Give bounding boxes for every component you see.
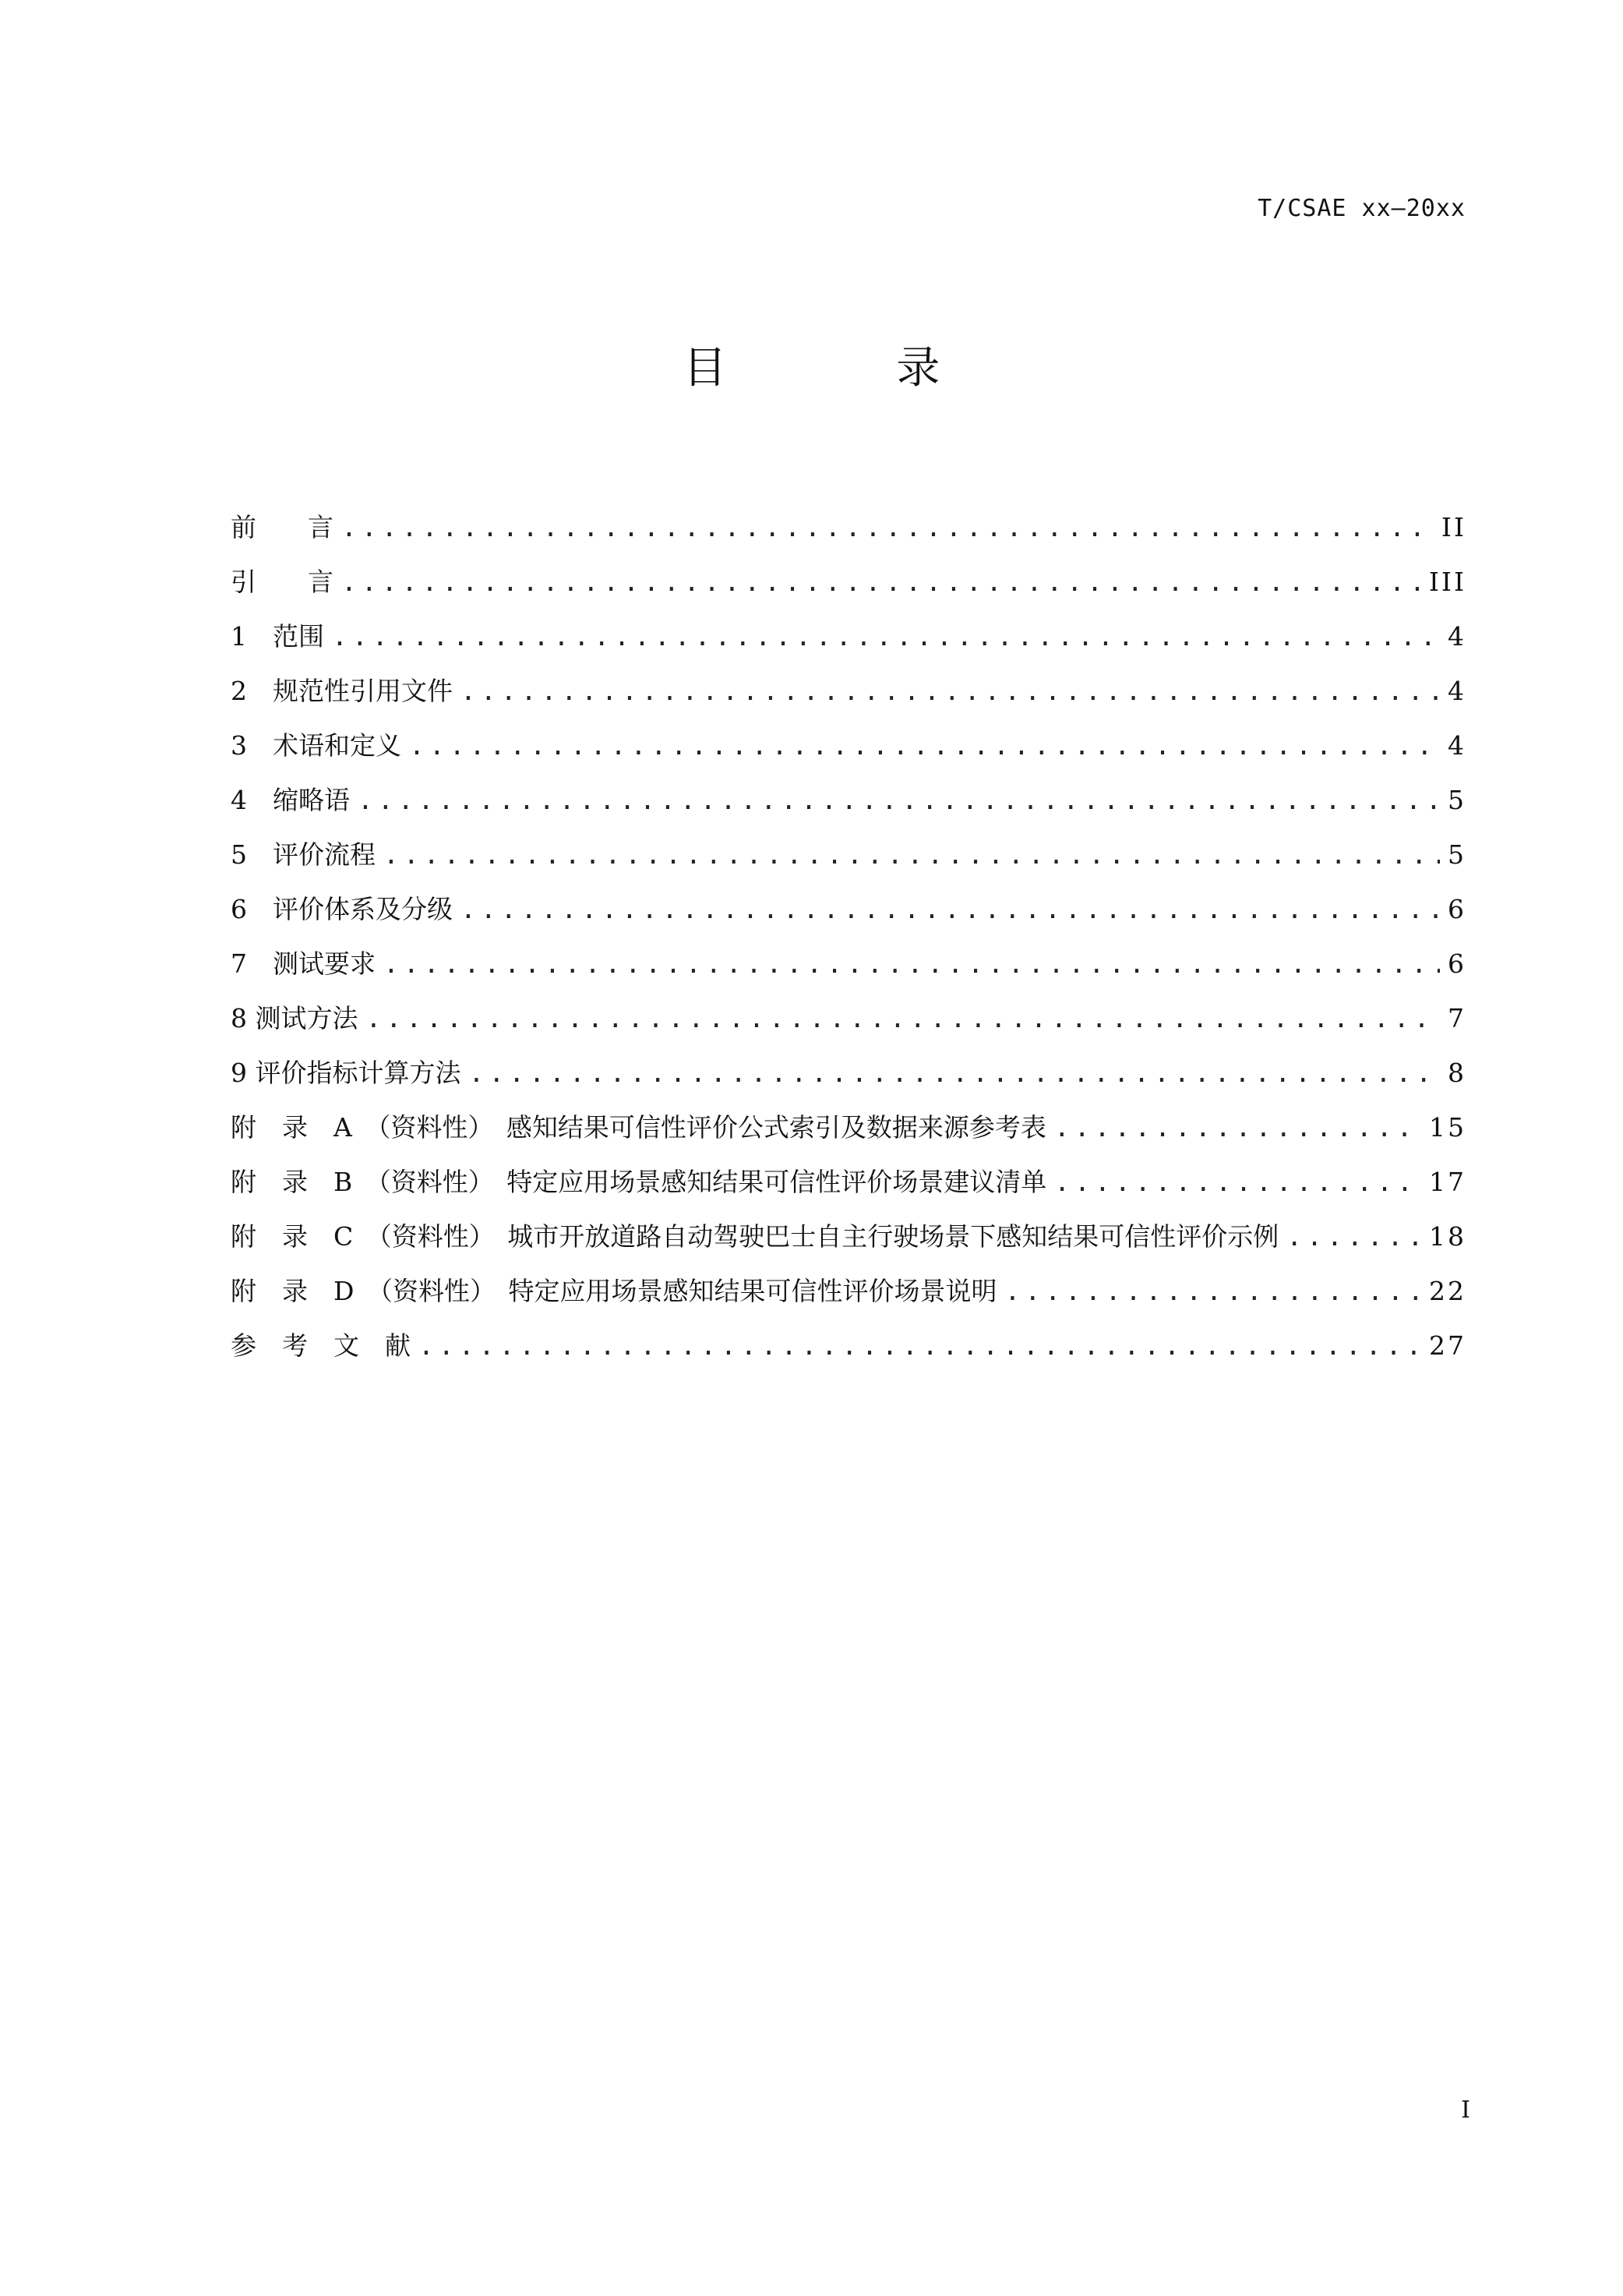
toc-entry-page: 4 (1448, 730, 1466, 761)
toc-entry-page: 5 (1448, 839, 1466, 870)
toc-entry-label: 附 录 A （资料性） 感知结果可信性评价公式索引及数据来源参考表 (231, 1112, 1046, 1143)
toc-entry-terms-definitions[interactable] (231, 719, 1466, 773)
page-number: I (1461, 2096, 1470, 2124)
toc-leader-dots (366, 991, 1441, 1046)
toc-entry-label: 5 评价流程 (231, 839, 376, 870)
toc-entry-label: 3 术语和定义 (231, 730, 401, 761)
toc-entry-label: 2 规范性引用文件 (231, 676, 453, 706)
toc-leader-dots (469, 1046, 1441, 1100)
toc-entry-label: 参 考 文 献 (231, 1330, 411, 1361)
toc-entry-appendix-b[interactable] (231, 1155, 1466, 1210)
toc-leader-dots (341, 555, 1421, 609)
toc-leader-dots (383, 937, 1440, 991)
toc-entry-label: 引 言 (231, 567, 333, 597)
toc-entry-page: 5 (1448, 785, 1466, 815)
toc-entry-page: 18 (1429, 1221, 1466, 1252)
toc-entry-page: 8 (1448, 1058, 1466, 1088)
toc-entry-bibliography[interactable] (231, 1319, 1466, 1373)
toc-entry-page: 4 (1448, 621, 1466, 652)
toc-entry-abbreviations[interactable] (231, 773, 1466, 828)
toc-entry-label: 附 录 B （资料性） 特定应用场景感知结果可信性评价场景建议清单 (231, 1167, 1047, 1197)
toc-entry-label: 7 测试要求 (231, 948, 376, 979)
toc-leader-dots (1004, 1264, 1421, 1319)
toc-leader-dots (1286, 1210, 1421, 1264)
toc-leader-dots (1054, 1100, 1421, 1155)
toc-entry-page: 15 (1429, 1112, 1466, 1143)
toc-entry-appendix-a[interactable] (231, 1100, 1466, 1155)
document-code: T/CSAE xx—20xx (1258, 195, 1466, 222)
toc-leader-dots (409, 719, 1440, 773)
toc-entry-page: III (1428, 567, 1466, 597)
toc-entry-normative-references[interactable] (231, 664, 1466, 719)
toc-entry-label: 附 录 C （资料性） 城市开放道路自动驾驶巴士自主行驶场景下感知结果可信性评价示例 (231, 1221, 1279, 1252)
toc-leader-dots (341, 500, 1434, 555)
toc-entry-label: 6 评价体系及分级 (231, 894, 453, 924)
toc-leader-dots (418, 1319, 1421, 1373)
toc-leader-dots (332, 609, 1440, 664)
toc-entry-page: 4 (1448, 676, 1466, 706)
toc-entry-appendix-d[interactable] (231, 1264, 1466, 1319)
toc-entry-metric-calculation[interactable] (231, 1046, 1466, 1100)
toc-leader-dots (1054, 1155, 1421, 1210)
toc-leader-dots (460, 664, 1440, 719)
table-of-contents (231, 500, 1466, 1373)
toc-leader-dots (460, 882, 1440, 937)
toc-entry-evaluation-process[interactable] (231, 828, 1466, 882)
toc-entry-test-requirements[interactable] (231, 937, 1466, 991)
toc-entry-label: 前 言 (231, 512, 333, 542)
toc-entry-page: 6 (1448, 948, 1466, 979)
toc-entry-label: 8 测试方法 (231, 1003, 358, 1033)
toc-entry-test-methods[interactable] (231, 991, 1466, 1046)
toc-entry-appendix-c[interactable] (231, 1210, 1466, 1264)
toc-entry-page: 17 (1429, 1167, 1466, 1197)
toc-entry-evaluation-system[interactable] (231, 882, 1466, 937)
toc-leader-dots (358, 773, 1440, 828)
toc-entry-label: 9 评价指标计算方法 (231, 1058, 461, 1088)
page-title: 目 录 (683, 343, 1018, 394)
toc-entry-page: 7 (1448, 1003, 1466, 1033)
toc-entry-scope[interactable] (231, 609, 1466, 664)
toc-leader-dots (383, 828, 1440, 882)
toc-entry-label: 4 缩略语 (231, 785, 350, 815)
toc-entry-page: 6 (1448, 894, 1466, 924)
toc-entry-page: 27 (1429, 1330, 1466, 1361)
toc-entry-page: 22 (1429, 1276, 1466, 1306)
toc-entry-introduction[interactable] (231, 555, 1466, 609)
toc-entry-page: II (1441, 512, 1466, 542)
toc-entry-label: 1 范围 (231, 621, 324, 652)
toc-entry-preface[interactable] (231, 500, 1466, 555)
toc-entry-label: 附 录 D （资料性） 特定应用场景感知结果可信性评价场景说明 (231, 1276, 997, 1306)
